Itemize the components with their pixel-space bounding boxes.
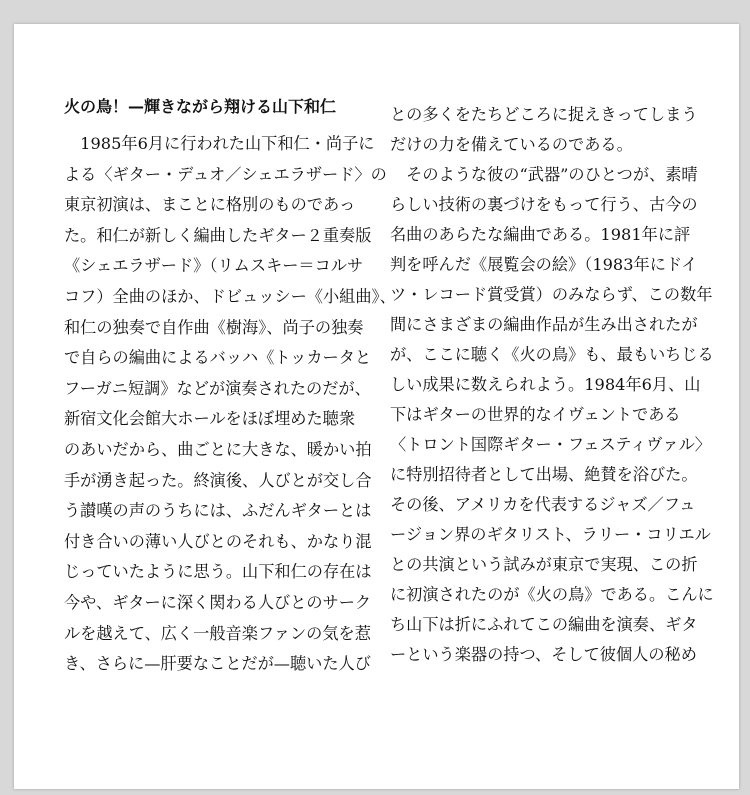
text-line: コフ）全曲のほか、ドビュッシー《小組曲》、 [64, 286, 396, 306]
text-line: のあいだから、曲ごとに大きな、暖かい拍 [64, 439, 372, 459]
text-line: 和仁の独奏で自作曲《樹海》、尚子の独奏 [64, 317, 364, 337]
text-line: フーガニ短調》などが演奏されたのだが、 [64, 378, 371, 398]
text-line: 《シェエラザード》（リムスキー＝コルサ [64, 256, 364, 276]
text-line: じっていたように思う。山下和仁の存在は [64, 562, 372, 582]
text-line: で自らの編曲によるバッハ《トッカータと [64, 348, 372, 368]
article-heading: 火の鳥！—輝きながら翔ける山下和仁 [64, 97, 337, 116]
text-line: 付き合いの薄い人びとのそれも、かなり混 [64, 531, 372, 551]
text-line: 下はギターの世界的なイヴェントである [390, 405, 681, 424]
text-line: らしい技術の裏づけをもって行う、古今の [390, 195, 698, 214]
text-line: 東京初演は、まことに格別のものであっ [64, 195, 356, 215]
text-line: ージョン界のギタリスト、ラリー・コリエル [390, 525, 711, 544]
text-line: に初演されたのが《火の鳥》である。こんに [390, 585, 714, 604]
text-line: よる〈ギター・デュオ／シェエラザード〉の [64, 164, 387, 184]
text-line: ツ・レコード賞受賞）のみならず、この数年 [390, 285, 713, 304]
text-line: ルを越えて、広く一般音楽ファンの気を惹 [64, 623, 371, 643]
text-line: に特別招待者として出場、絶賛を浴びた。 [390, 465, 698, 484]
text-line: ーという楽器の持つ、そして彼個人の秘め [390, 645, 697, 664]
text-line: う讃嘆の声のうちには、ふだんギターとは [64, 501, 372, 521]
right-column [390, 100, 714, 670]
text-line: しい成果に数えられよう。1984年6月、山 [390, 375, 701, 394]
text-line: 名曲のあらたな編曲である。1981年に評 [390, 225, 691, 244]
booklet-page [14, 24, 739, 789]
text-line: き、さらに—肝要なことだが—聴いた人び [64, 654, 371, 674]
left-column [64, 90, 396, 680]
text-line: その後、アメリカを代表するジャズ／フュ [390, 495, 696, 514]
text-line: そのような彼の“武器”のひとつが、素晴 [390, 165, 698, 184]
text-line: だけの力を備えているのである。 [390, 135, 633, 154]
text-line: との共演という試みが東京で実現、この折 [390, 555, 698, 574]
text-line: 〈トロント国際ギター・フェスティヴァル〉 [390, 435, 711, 454]
text-line: 手が湧き起った。終演後、人びとが交し合 [64, 470, 372, 490]
text-line: た。和仁が新しく編曲したギター２重奏版 [64, 225, 372, 245]
text-line: 判を呼んだ《展覧会の絵》（1983年にドイ [390, 255, 698, 274]
text-line: との多くをたちどころに捉えきってしまう [390, 105, 698, 124]
text-line: 1985年6月に行われた山下和仁・尚子に [64, 134, 375, 153]
text-line: 今や、ギターに深く関わる人びとのサーク [64, 592, 372, 612]
text-line: ち山下は折にふれてこの編曲を演奏、ギタ [390, 615, 698, 634]
text-line: が、ここに聴く《火の鳥》も、最もいちじる [390, 345, 714, 364]
text-line: 間にさまざまの編曲作品が生み出されたが [390, 315, 698, 334]
text-line: 新宿文化会館大ホールをほぼ埋めた聴衆 [64, 409, 356, 429]
